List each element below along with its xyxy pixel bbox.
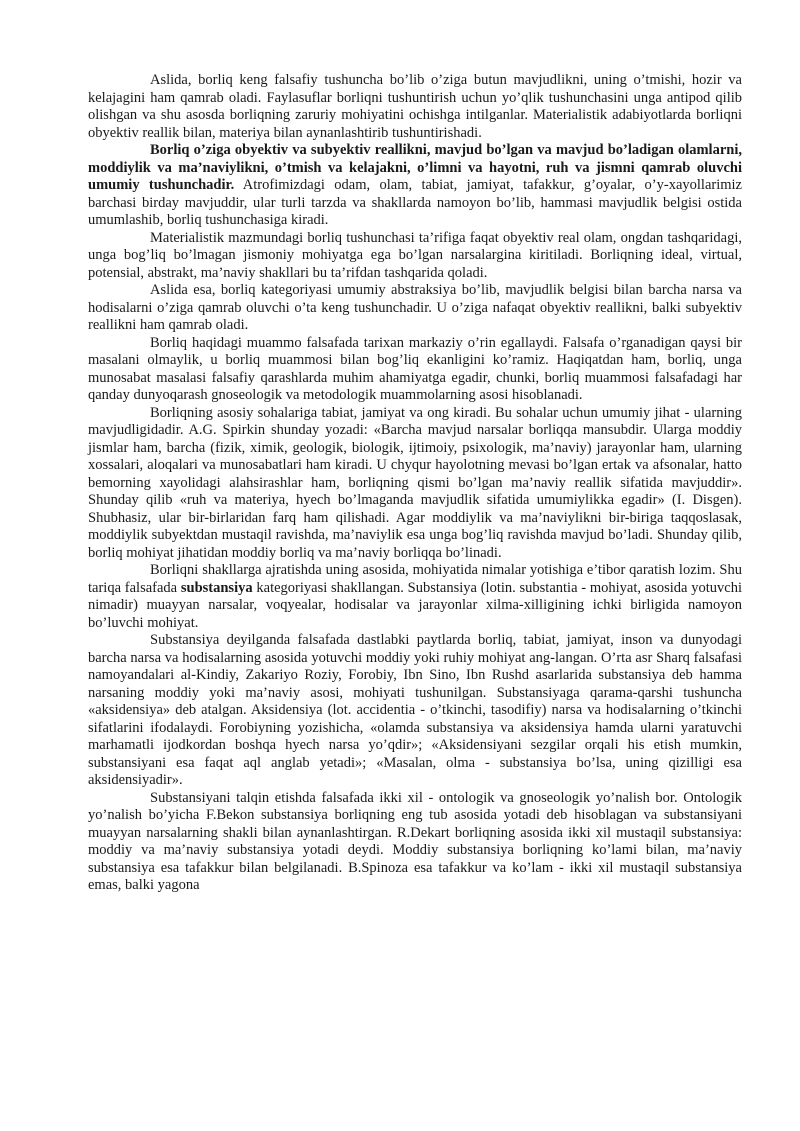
document-page [88,72,742,895]
paragraph-8 [88,632,742,790]
paragraph-7-text-before: Borliqni shakllarga ajratishda uning asosida, mohiyatida nimalar yotishiga e’tibor qaratish lozim. Shu tariqa falsafada [88,562,742,596]
paragraph-3 [88,230,742,283]
paragraph-7 [88,562,742,632]
paragraph-2-text: Atrofimizdagi odam, olam, tabiat, jamiyat, tafakkur, g’oyalar, o’y-xayollarimiz barchasi birday mavjuddir, ular turli tarzda va shakllarda namoyon bo’lib, hammasi mavjudlik belgisi ostida umumlashib, borliq tushunchasiga kiradi. [88,177,742,228]
paragraph-5 [88,335,742,405]
paragraph-2-bold-definition: Borliq o’ziga obyektiv va subyektiv reallikni, mavjud bo’lgan va mavjud bo’ladigan olamlarni, moddiylik va ma’naviylikni, o’tmish va kelajakni, o’limni va hayotni, ruh va jismni qamrab oluvchi umumiy tushunchadir. [88,142,742,193]
paragraph-2 [88,142,742,230]
paragraph-4 [88,282,742,335]
paragraph-3-text: Materialistik mazmundagi borliq tushunchasi ta’rifiga faqat obyektiv real olam, ongdan tashqaridagi, unga bog’liq bo’lmagan jismoniy mohiyatga ega bo’lgan narsalargina kiritiladi. Borliqning ideal, virtual, potensial, abstrakt, ma’naviy shakllari bu ta’rifdan tashqarida qoladi. [88,229,742,281]
paragraph-8-text: Substansiya deyilganda falsafada dastlabki paytlarda borliq, tabiat, jamiyat, inson va dunyodagi barcha narsa va hodisalarning asosida yotuvchi moddiy yoki ruhiy mohiyat ang-langan. O’rta asr Sharq falsafasi namoyandalari al-Kindiy, Zakariyo Roziy, Forobiy, Ibn Sino, Ibn Rushd asarlarida substansiya deb hamma narsaning moddiy yoki ma’naviy asosi, mohiyati tushunilgan. Substansiyaga qarama-qarshi tushuncha «aksidensiya» deb atalgan. Aksidensiya (lot. accidentia - o’tkinchi, tasodifiy) narsa va hodisalarning o’tkinchi sifatlarini ifodalaydi. Forobiyning yozishicha, «olamda substansiya va aksidensiya hamda ularni yaratuvchi marhamatli ijodkordan boshqa hyech narsa yo’qdir»; «Aksidensiyani sezgilar orqali his etish mumkin, substansiyani esa faqat aql anglab yetadi»; «Masalan, olma - substansiya bo’lsa, uning qizilligi esa aksidensiyadir». [88,632,742,788]
paragraph-5-text: Borliq haqidagi muammo falsafada tarixan markaziy o’rin egallaydi. Falsafa o’rganadigan qaysi bir masalani olmaylik, u borliq muammosi bilan bog’liq ekanligini ko’ramiz. Haqiqatdan ham, borliq, unga munosabat masalasi falsafiy qarashlarda muhim ahamiyatga egadir, chunki, borliq muammosi falsafadagi har qanday dunyoqarash gnoseologik va metodologik muammolarning asosi hisoblanadi. [88,334,742,403]
paragraph-6 [88,405,742,563]
paragraph-9 [88,790,742,895]
paragraph-1 [88,72,742,142]
paragraph-7-text-after: kategoriyasi shakllangan. Substansiya (lotin. substantia - mohiyat, asosida yotuvchi nimadir) muayyan narsalar, voqyealar, hodisalar va jarayonlar xilma-xilligining ichki birligida namoyon bo’luvchi mohiyat. [88,579,742,631]
paragraph-4-text: Aslida esa, borliq kategoriyasi umumiy abstraksiya bo’lib, mavjudlik belgisi bilan barcha narsa va hodisalarni o’ziga qamrab oluvchi o’ta keng tushunchadir. U o’ziga nafaqat obyektiv reallikni, balki subyektiv reallikni ham qamrab oladi. [88,282,742,333]
paragraph-7-bold-term: substansiya [180,579,253,596]
paragraph-9-text: Substansiyani talqin etishda falsafada ikki xil - ontologik va gnoseologik yo’nalish bor. Ontologik yo’nalish bo’yicha F.Bekon substansiya borliqning eng tub asosida yotadi deb hisoblagan va substansiyani muayyan narsalarning shakli bilan aynanlashtirgan. R.Dekart borliqning asosida ikki xil mustaqil substansiya: moddiy va ma’naviy substansiya yotadi deydi. Moddiy substansiya borliqning ko’lami bilan, ma’naviy substansiya esa tafakkur bilan belgilanadi. B.Spinoza esa tafakkur va ko’lam - ikki xil mustaqil substansiya emas, balki yagona [88,789,742,893]
paragraph-6-text: Borliqning asosiy sohalariga tabiat, jamiyat va ong kiradi. Bu sohalar uchun umumiy jihat - ularning mavjudligidadir. A.G. Spirkin shunday yozadi: «Barcha mavjud narsalar borliqqa mansubdir. Ularga moddiy jismlar ham, barcha (fizik, ximik, geologik, biologik, ijtimoiy, psixologik, ma’naviy) jarayonlar ham, ularning xossalari, aloqalari va munosabatlari ham kiradi. U chyqur hayolotning mevasi bo’lgan ertak va afsonalar, hatto bemorning xayolidagi alahsirashlar ham, borliqning qismi bo’lgan ma’naviy reallik sifatida mavjuddir». Shunday qilib «ruh va materiya, hyech bo’lmaganda mavjudlik sifatida umumiylikka egadir» (I. Disgen). Shubhasiz, ular bir-birlaridan farq ham qilishadi. Agar moddiylik va ma’naviylikni bir-biriga taqqoslasak, moddiylik subyektdan mustaqil ravishda, ma’naviylik esa unga bog’liq ravishda mavjud bo’ladi. Shunday qilib, borliq mohiyat jihatidan moddiy borliq va ma’naviy borliqqa bo’linadi. [88,404,742,561]
paragraph-1-text: Aslida, borliq keng falsafiy tushuncha bo’lib o’ziga butun mavjudlikni, uning o’tmishi, hozir va kelajagini ham qamrab oladi. Faylasuflar borliqni tushuntirish uchun yo’qlik tushunchasini unga antipod qilib olishgan va shu asosda borliqning zaruriy mohiyatini ochishga intilganlar. Materialistik adabiyotlarda borliqni obyektiv reallik bilan, materiya bilan aynanlashtirib tushuntirishadi. [88,72,742,141]
